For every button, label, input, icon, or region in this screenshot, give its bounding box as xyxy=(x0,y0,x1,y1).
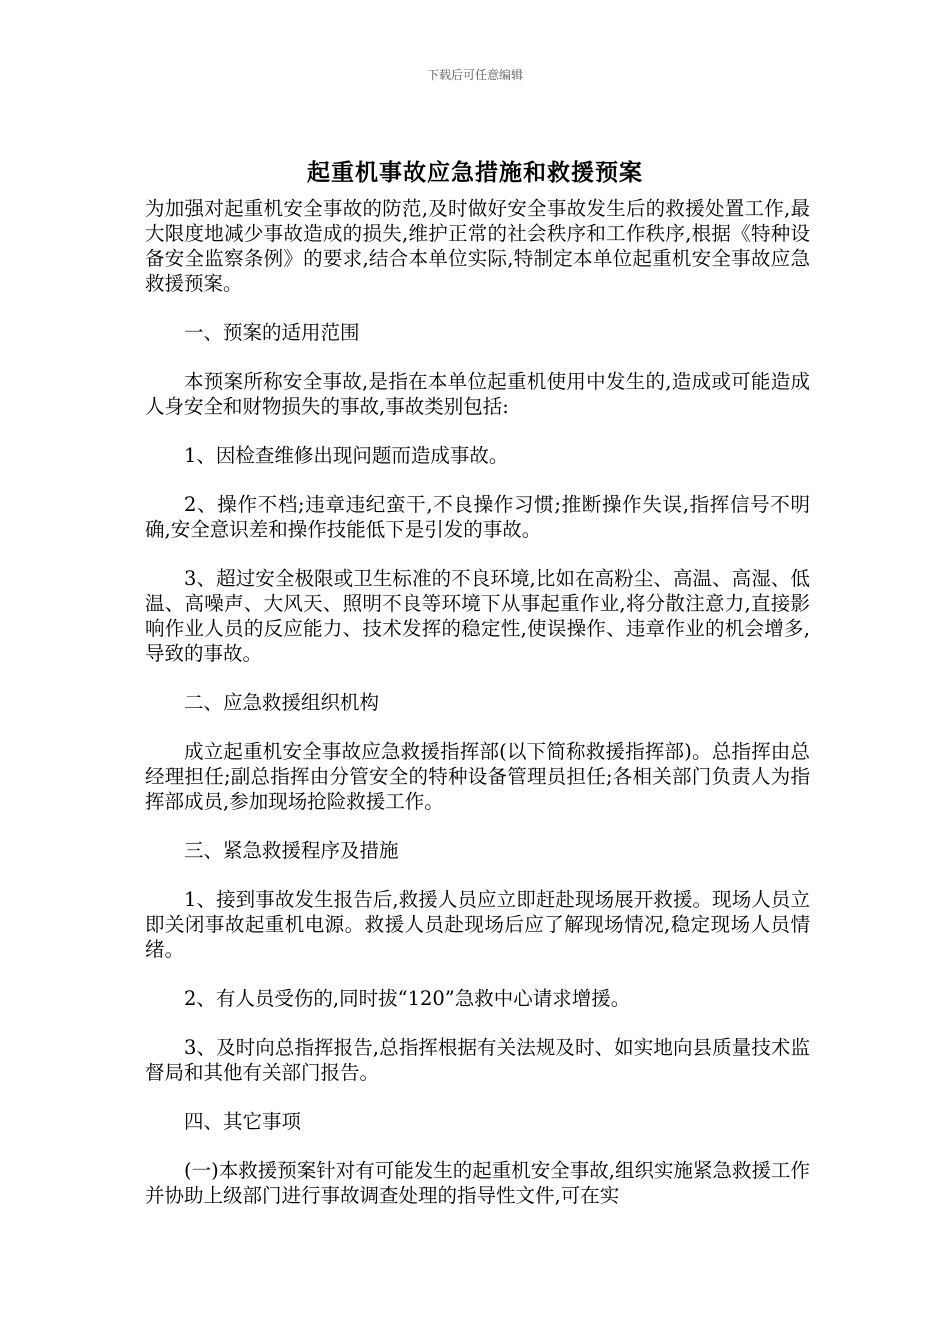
document-body xyxy=(145,196,810,1208)
list-item-scope-2: 2、操作不档;违章违纪蛮干,不良操作习惯;推断操作失误,指挥信号不明确,安全意识差和操作技能低下是引发的事故。 xyxy=(145,493,810,541)
list-item-procedure-3: 3、及时向总指挥报告,总指挥根据有关法规及时、如实地向县质量技术监督局和其他有关部门报告。 xyxy=(145,1036,810,1084)
paragraph-intro: 为加强对起重机安全事故的防范,及时做好安全事故发生后的救援处置工作,最大限度地减少事故造成的损失,维护正常的社会秩序和工作秩序,根据《特种设备安全监察条例》的要求,结合本单位实际,特制定本单位起重机安全事故应急救援预案。 xyxy=(145,197,810,295)
section-heading-procedure: 三、紧急救援程序及措施 xyxy=(184,839,399,862)
list-item-scope-1: 1、因检查维修出现问题而造成事故。 xyxy=(184,444,509,467)
section-heading-organization: 二、应急救援组织机构 xyxy=(184,691,380,714)
header-note: 下载后可任意编辑 xyxy=(426,68,523,82)
section-heading-scope: 一、预案的适用范围 xyxy=(184,321,360,344)
paragraph-scope-definition: 本预案所称安全事故,是指在本单位起重机使用中发生的,造成或可能造成人身安全和财物损失的事故,事故类别包括: xyxy=(145,370,810,418)
paragraph-organization: 成立起重机安全事故应急救援指挥部(以下简称救援指挥部)。总指挥由总经理担任;副总指挥由分管安全的特种设备管理员担任;各相关部门负责人为指挥部成员,参加现场抢险救援工作。 xyxy=(145,740,810,813)
list-item-procedure-2: 2、有人员受伤的,同时拔“120”急救中心请求增援。 xyxy=(184,987,631,1010)
list-item-procedure-1: 1、接到事故发生报告后,救援人员应立即赶赴现场展开救援。现场人员立即关闭事故起重机电源。救援人员赴现场后应了解现场情况,稳定现场人员情绪。 xyxy=(145,888,810,961)
paragraph-other-1: (一)本救援预案针对有可能发生的起重机安全事故,组织实施紧急救援工作并协助上级部门进行事故调查处理的指导性文件,可在实 xyxy=(145,1159,810,1207)
section-heading-other: 四、其它事项 xyxy=(184,1110,302,1133)
list-item-scope-3: 3、超过安全极限或卫生标准的不良环境,比如在高粉尘、高温、高湿、低温、高噪声、大风天、照明不良等环境下从事起重作业,将分散注意力,直接影响作业人员的反应能力、技术发挥的稳定性,使误操作、违章作业的机会增多,导致的事故。 xyxy=(145,567,810,665)
document-title: 起重机事故应急措施和救援预案 xyxy=(307,160,643,186)
